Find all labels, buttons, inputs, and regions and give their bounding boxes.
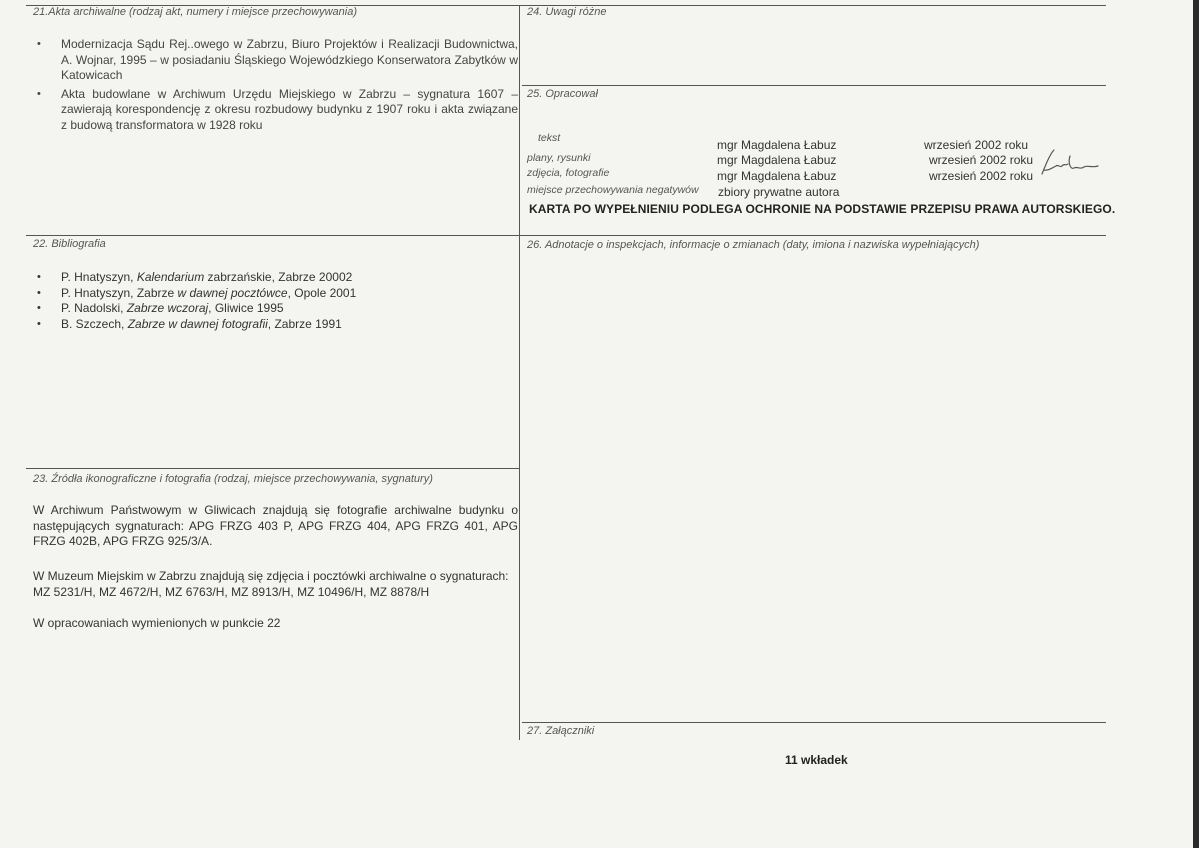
list-item: • P. Nadolski, Zabrze wczoraj, Gliwice 1995: [33, 301, 503, 317]
section-21-list: [33, 37, 518, 136]
divider-26-27: [522, 722, 1106, 723]
credit-date: wrzesień 2002 roku: [929, 153, 1034, 167]
section-27-title: 27. Załączniki: [527, 725, 595, 737]
section-26-title: 26. Adnotacje o inspekcjach, informacje o zmianach (daty, imiona i nazwiska wypełniających): [527, 239, 980, 251]
credit-label: miejsce przechowywania negatywów: [527, 184, 699, 196]
divider-22-23: [26, 468, 520, 469]
list-item: • P. Hnatyszyn, Kalendarium zabrzańskie, Zabrze 20002: [33, 270, 503, 286]
scan-edge: [1193, 0, 1199, 848]
section-23-paragraph-3: W opracowaniach wymienionych w punkcie 22: [33, 616, 281, 630]
section-23-title: 23. Źródła ikonograficzne i fotografia (rodzaj, miejsce przechowywania, sygnatury): [33, 473, 433, 485]
divider-21-22: [26, 235, 1106, 236]
credit-date: wrzesień 2002 roku: [924, 138, 1029, 152]
divider-24-25: [522, 85, 1106, 86]
credit-date: wrzesień 2002 roku: [929, 169, 1034, 183]
attachments-count: 11 wkładek: [785, 753, 848, 767]
section-23-paragraph-2: W Muzeum Miejskim w Zabrzu znajdują się zdjęcia i pocztówki archiwalne o sygnaturach: MZ 5231/H, MZ 4672/H, MZ 6763/H, MZ 8913/H, MZ 10496/H, MZ 8878/H: [33, 569, 509, 599]
list-item: • Modernizacja Sądu Rej..owego w Zabrzu, Biuro Projektów i Realizacji Budownictwa, A. Wojnar, 1995 – w posiadaniu Śląskiego Wojewódzkiego Konserwatora Zabytków w Katowicach: [33, 37, 518, 84]
section-25-title: 25. Opracował: [527, 88, 598, 100]
copyright-notice: KARTA PO WYPEŁNIENIU PODLEGA OCHRONIE NA PODSTAWIE PRZEPISU PRAWA AUTORSKIEGO.: [529, 202, 1116, 216]
list-item: • P. Hnatyszyn, Zabrze w dawnej pocztówce, Opole 2001: [33, 286, 503, 302]
section-24-title: 24. Uwagi różne: [527, 6, 607, 18]
section-21-title: 21.Akta archiwalne (rodzaj akt, numery i miejsce przechowywania): [33, 6, 358, 18]
credit-person: mgr Magdalena Łabuz: [717, 169, 837, 183]
credit-label: zdjęcia, fotografie: [527, 167, 610, 179]
credit-person: zbiory prywatne autora: [718, 185, 840, 199]
credit-label: tekst: [538, 132, 561, 144]
handwritten-signature: [1036, 144, 1102, 180]
credit-person: mgr Magdalena Łabuz: [717, 153, 837, 167]
section-23-paragraph-1: W Archiwum Państwowym w Gliwicach znajdują się fotografie archiwalne budynku o następujących sygnaturach: APG FRZG 403 P, APG FRZG 404, APG FRZG 401, APG FRZG 402B, APG FRZG 925/3/A.: [33, 503, 518, 548]
credit-label: plany, rysunki: [527, 152, 591, 164]
list-item: • B. Szczech, Zabrze w dawnej fotografii, Zabrze 1991: [33, 317, 503, 333]
column-divider: [519, 5, 520, 740]
bibliography-list: [33, 270, 503, 332]
credit-person: mgr Magdalena Łabuz: [717, 138, 837, 152]
list-item: • Akta budowlane w Archiwum Urzędu Miejskiego w Zabrzu – sygnatura 1607 – zawierają korespondencję z okresu rozbudowy budynku z 1907 roku i akta związane z budową transformatora w 1928 roku: [33, 87, 518, 134]
section-22-title: 22. Bibliografia: [33, 238, 106, 250]
